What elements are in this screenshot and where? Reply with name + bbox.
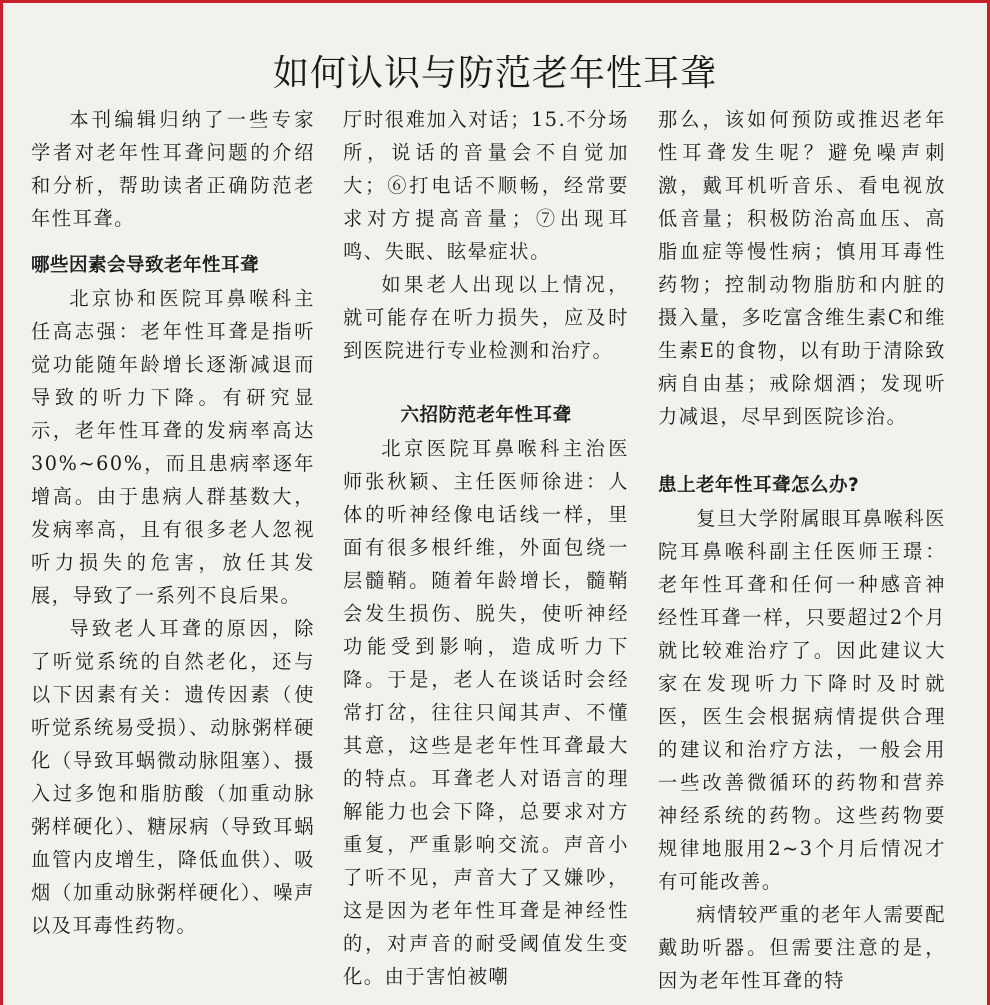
intro-paragraph: 本刊编辑归纳了一些专家学者对老年性耳聋问题的介绍和分析，帮助读者正确防范老年性耳聋。 <box>31 108 315 230</box>
body-paragraph: 导致老人耳聋的原因，除了听觉系统的自然老化，还与以下因素有关：遗传因素（使听觉系统易受损）、动脉粥样硬化（导致耳蜗微动脉阻塞）、摄入过多饱和脂肪酸（加重动脉粥样硬化）、糖尿病（导致耳蜗血管内皮增生，降低血供）、吸烟（加重动脉粥样硬化）、噪声以及耳毒性药物。 <box>31 617 315 937</box>
continued-paragraph: 厅时很难加入对话；15.不分场所，说话的音量会不自觉加大；⑥打电话不顺畅，经常要求对方提高音量；⑦出现耳鸣、失眠、眩晕症状。 <box>343 108 629 263</box>
article-column-3 <box>658 103 946 997</box>
body-paragraph: 北京协和医院耳鼻喉科主任高志强：老年性耳聋是指听觉功能随年龄增长逐渐减退而导致的听力下降。有研究显示，老年性耳聋的发病率高达30%~60%，而且患病率逐年增高。由于患病人群基数大，发病率高，且有很多老人忽视听力损失的危害，放任其发展，导致了一系列不良后果。 <box>31 287 315 607</box>
section-heading-treatment: 患上老年性耳聋怎么办? <box>658 475 860 496</box>
section-heading-causes: 哪些因素会导致老年性耳聋 <box>31 255 260 276</box>
body-paragraph: 如果老人出现以上情况，就可能存在听力损失，应及时到医院进行专业检测和治疗。 <box>343 273 629 362</box>
body-paragraph: 复旦大学附属眼耳鼻喉科医院耳鼻喉科副主任医师王璟：老年性耳聋和任何一种感音神经性耳聋一样，只要超过2个月就比较难治疗了。因此建议大家在发现听力下降时及时就医，医生会根据病情提供合理的建议和治疗方法，一般会用一些改善微循环的药物和营养神经系统的药物。这些药物要规律地服用2~3个月后情况才有可能改善。 <box>658 507 946 893</box>
body-paragraph: 北京医院耳鼻喉科主治医师张秋颖、主任医师徐进：人体的听神经像电话线一样，里面有很多根纤维，外面包绕一层髓鞘。随着年龄增长，髓鞘会发生损伤、脱失，使听神经功能受到影响，造成听力下降。于是，老人在谈话时会经常打岔，往往只闻其声、不懂其意，这些是老年性耳聋最大的特点。耳聋老人对语言的理解能力也会下降，总要求对方重复，严重影响交流。声音小了听不见，声音大了又嫌吵，这是因为老年性耳聋是神经性的，对声音的耐受阈值发生变化。由于害怕被嘲 <box>343 437 629 988</box>
body-paragraph: 病情较严重的老年人需要配戴助听器。但需要注意的是，因为老年性耳聋的特 <box>658 903 946 992</box>
section-heading-prevention: 六招防范老年性耳聋 <box>400 405 572 426</box>
continued-paragraph: 那么，该如何预防或推迟老年性耳聋发生呢？避免噪声刺激，戴耳机听音乐、看电视放低音量；积极防治高血压、高脂血症等慢性病；慎用耳毒性药物；控制动物脂肪和内脏的摄入量，多吃富含维生素C和维生素E的食物，以有助于清除致病自由基；戒除烟酒；发现听力减退，尽早到医院诊治。 <box>658 108 946 428</box>
article-column-2 <box>343 103 629 993</box>
article-column-1 <box>31 103 315 942</box>
article-title: 如何认识与防范老年性耳聋 <box>272 53 717 95</box>
